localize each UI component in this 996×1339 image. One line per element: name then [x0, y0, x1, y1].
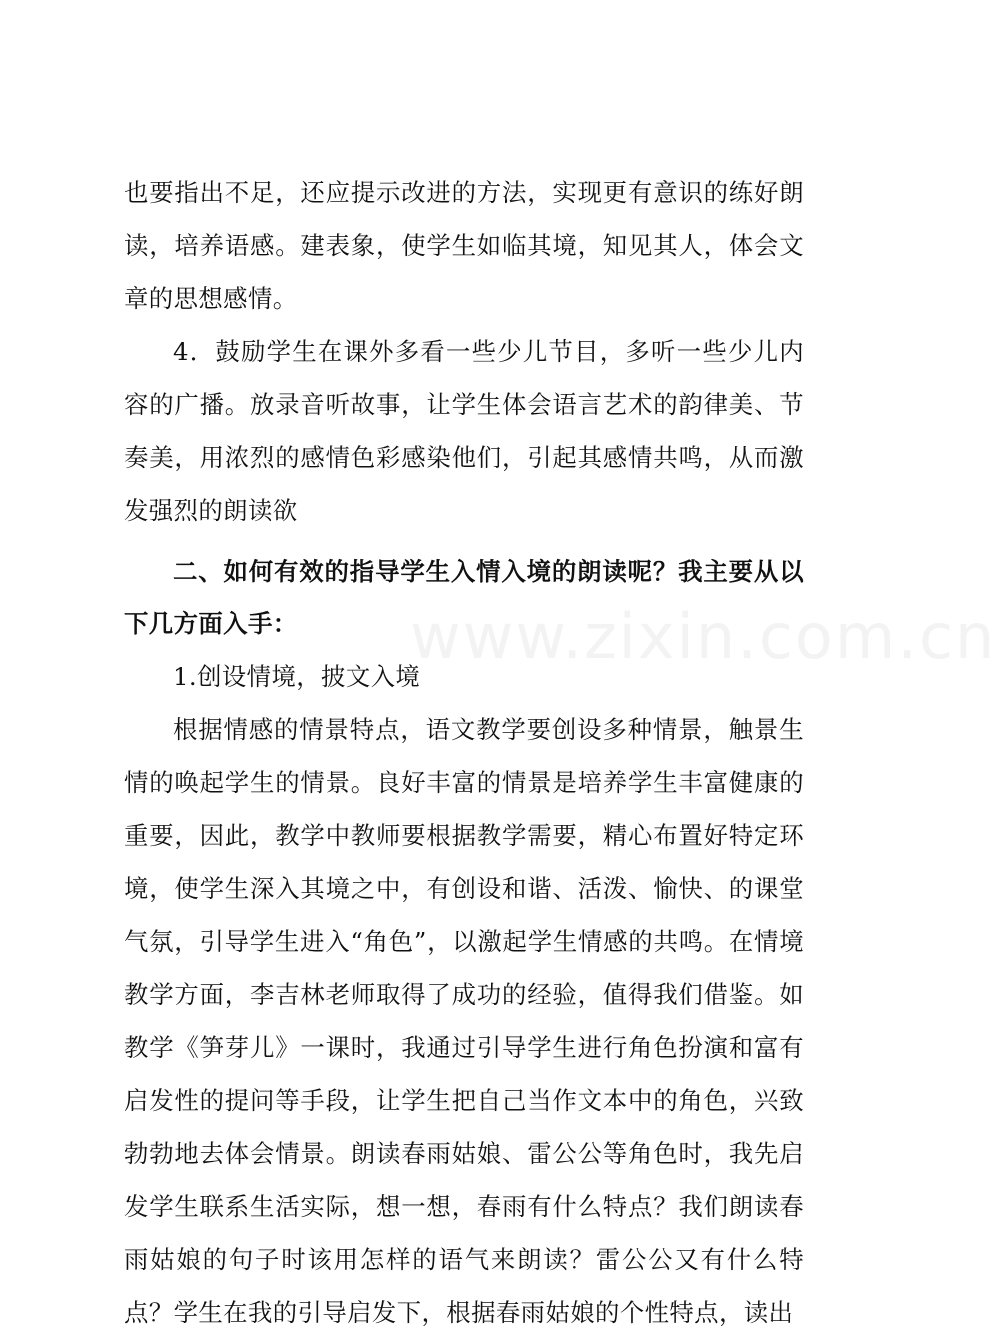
paragraph-body: 根据情感的情景特点，语文教学要创设多种情景，触景生情的唤起学生的情景。良好丰富的情景是培养学生丰富健康的重要，因此，教学中教师要根据教学需要，精心布置好特定环境，使学生深入其境之中，有创设和谐、活泼、愉快、的课堂气氛，引导学生进入“角色”，以激起学生情感的共鸣。在情境教学方面，李吉林老师取得了成功的经验，值得我们借鉴。如教学《笋芽儿》一课时，我通过引导学生进行角色扮演和富有启发性的提问等手段，让学生把自己当作文本中的角色，兴致勃勃地去体会情景。朗读春雨姑娘、雷公公等角色时，我先启发学生联系生活实际，想一想，春雨有什么特点？我们朗读春雨姑娘的句子时该用怎样的语气来朗读？雷公公又有什么特点？学生在我的引导启发下，根据春雨姑娘的个性特点，读出: [124, 715, 804, 1327]
document-body: [124, 166, 804, 1339]
section-heading-2: 二、如何有效的指导学生入情入境的朗读呢？我主要从以下几方面入手：: [124, 557, 804, 638]
paragraph-continuation: 也要指出不足，还应提示改进的方法，实现更有意识的练好朗读，培养语感。建表象，使学生如临其境，知见其人，体会文章的思想感情。: [124, 178, 804, 313]
site-watermark: www.zixin.com.cn: [410, 600, 996, 673]
paragraph-item-4: 4．鼓励学生在课外多看一些少儿节目，多听一些少儿内容的广播。放录音听故事，让学生体会语言艺术的韵律美、节奏美，用浓烈的感情色彩感染他们，引起其感情共鸣，从而激发强烈的朗读欲: [124, 337, 804, 525]
subsection-heading-1: 1.创设情境，披文入境: [173, 662, 421, 691]
